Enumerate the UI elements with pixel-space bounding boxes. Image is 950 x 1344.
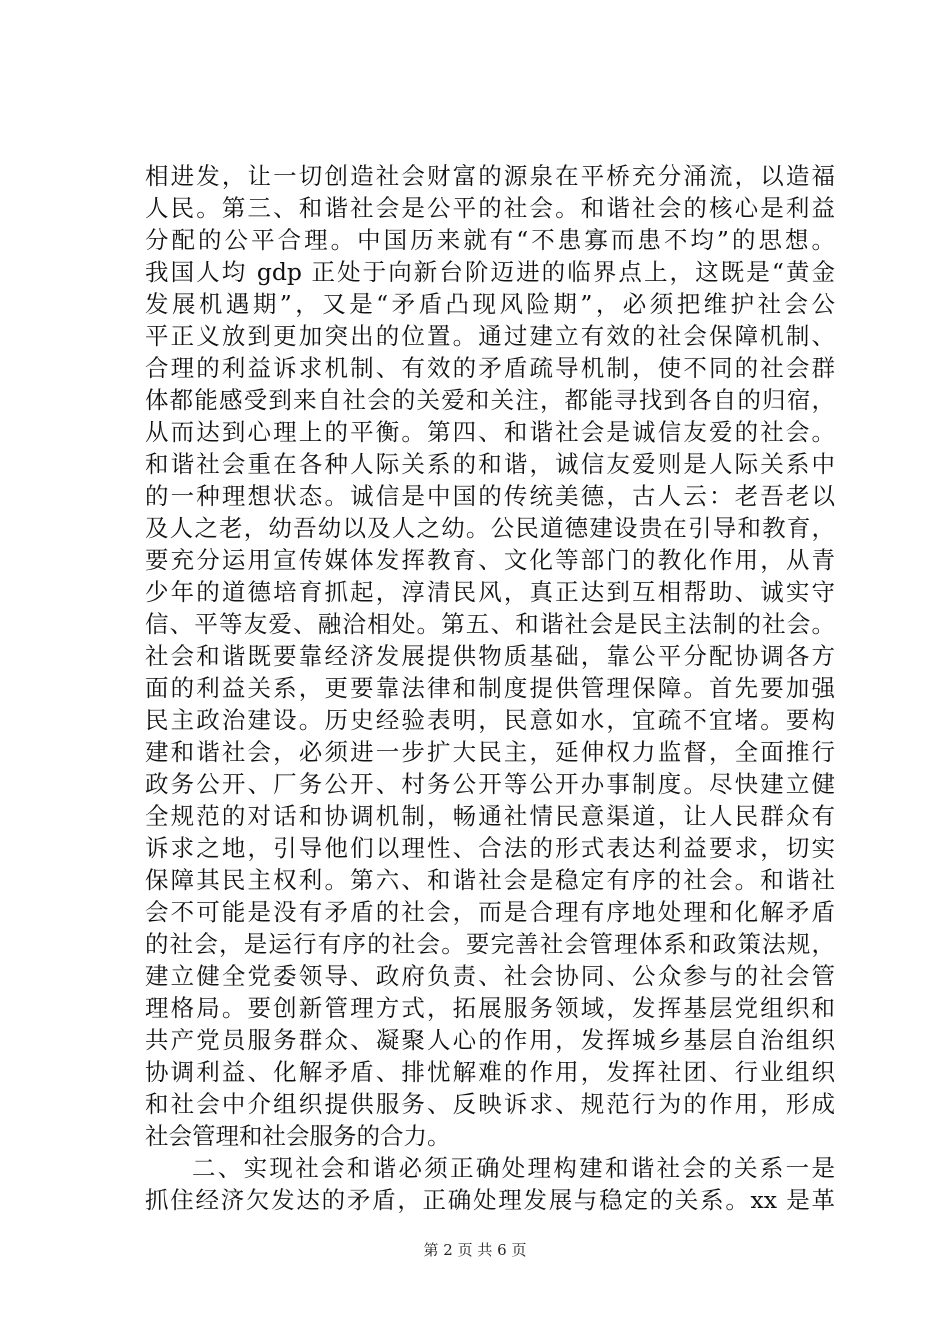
- text-line: 我国人均 gdp 正处于向新台阶迈进的临界点上，这既是“黄金: [145, 258, 835, 286]
- document-body: [145, 160, 835, 1216]
- text-line: 面的利益关系，更要靠法律和制度提供管理保障。首先要加强: [145, 674, 835, 702]
- page-footer: 第 2 页 共 6 页: [423, 1241, 527, 1259]
- text-line: 相进发，让一切创造社会财富的源泉在平桥充分涌流，以造福: [145, 162, 835, 190]
- text-line: 要充分运用宣传媒体发挥教育、文化等部门的教化作用，从青: [145, 546, 835, 574]
- text-line: 诉求之地，引导他们以理性、合法的形式表达利益要求，切实: [145, 834, 835, 862]
- text-line: 政务公开、厂务公开、村务公开等公开办事制度。尽快建立健: [145, 770, 835, 798]
- text-line: 分配的公平合理。中国历来就有“不患寡而患不均”的思想。: [145, 226, 835, 254]
- text-line: 平正义放到更加突出的位置。通过建立有效的社会保障机制、: [145, 322, 835, 350]
- text-line: 会不可能是没有矛盾的社会，而是合理有序地处理和化解矛盾: [145, 898, 835, 926]
- text-line: 和社会中介组织提供服务、反映诉求、规范行为的作用，形成: [145, 1090, 835, 1118]
- text-line: 及人之老，幼吾幼以及人之幼。公民道德建设贵在引导和教育，: [145, 514, 835, 542]
- text-line: 共产党员服务群众、凝聚人心的作用，发挥城乡基层自治组织: [145, 1026, 835, 1054]
- text-line: 的社会，是运行有序的社会。要完善社会管理体系和政策法规，: [145, 930, 835, 958]
- text-line: 保障其民主权利。第六、和谐社会是稳定有序的社会。和谐社: [145, 866, 835, 894]
- text-line: 信、平等友爱、融洽相处。第五、和谐社会是民主法制的社会。: [145, 610, 835, 638]
- text-line: 少年的道德培育抓起，淳清民风，真正达到互相帮助、诚实守: [145, 578, 835, 606]
- text-line: 发展机遇期”，又是“矛盾凸现风险期”，必须把维护社会公: [145, 290, 835, 318]
- text-line: 建和谐社会，必须进一步扩大民主，延伸权力监督，全面推行: [145, 738, 835, 766]
- text-line: 社会管理和社会服务的合力。: [145, 1122, 451, 1150]
- text-line: 合理的利益诉求机制、有效的矛盾疏导机制，使不同的社会群: [145, 354, 835, 382]
- text-line: 民主政治建设。历史经验表明，民意如水，宜疏不宜堵。要构: [145, 706, 835, 734]
- paragraph-first-line: 二、实现社会和谐必须正确处理构建和谐社会的关系一是: [192, 1154, 835, 1182]
- text-line: 理格局。要创新管理方式，拓展服务领域，发挥基层党组织和: [145, 994, 835, 1022]
- text-line: 体都能感受到来自社会的关爱和关注，都能寻找到各自的归宿，: [145, 386, 835, 414]
- text-line: 抓住经济欠发达的矛盾，正确处理发展与稳定的关系。xx 是革: [145, 1186, 835, 1214]
- text-line: 建立健全党委领导、政府负责、社会协同、公众参与的社会管: [145, 962, 835, 990]
- text-line: 和谐社会重在各种人际关系的和谐，诚信友爱则是人际关系中: [145, 450, 835, 478]
- text-line: 协调利益、化解矛盾、排忧解难的作用，发挥社团、行业组织: [145, 1058, 835, 1086]
- text-line: 人民。第三、和谐社会是公平的社会。和谐社会的核心是利益: [145, 194, 835, 222]
- text-line: 从而达到心理上的平衡。第四、和谐社会是诚信友爱的社会。: [145, 418, 835, 446]
- text-line: 全规范的对话和协调机制，畅通社情民意渠道，让人民群众有: [145, 802, 835, 830]
- text-line: 的一种理想状态。诚信是中国的传统美德，古人云：老吾老以: [145, 482, 835, 510]
- text-line: 社会和谐既要靠经济发展提供物质基础，靠公平分配协调各方: [145, 642, 835, 670]
